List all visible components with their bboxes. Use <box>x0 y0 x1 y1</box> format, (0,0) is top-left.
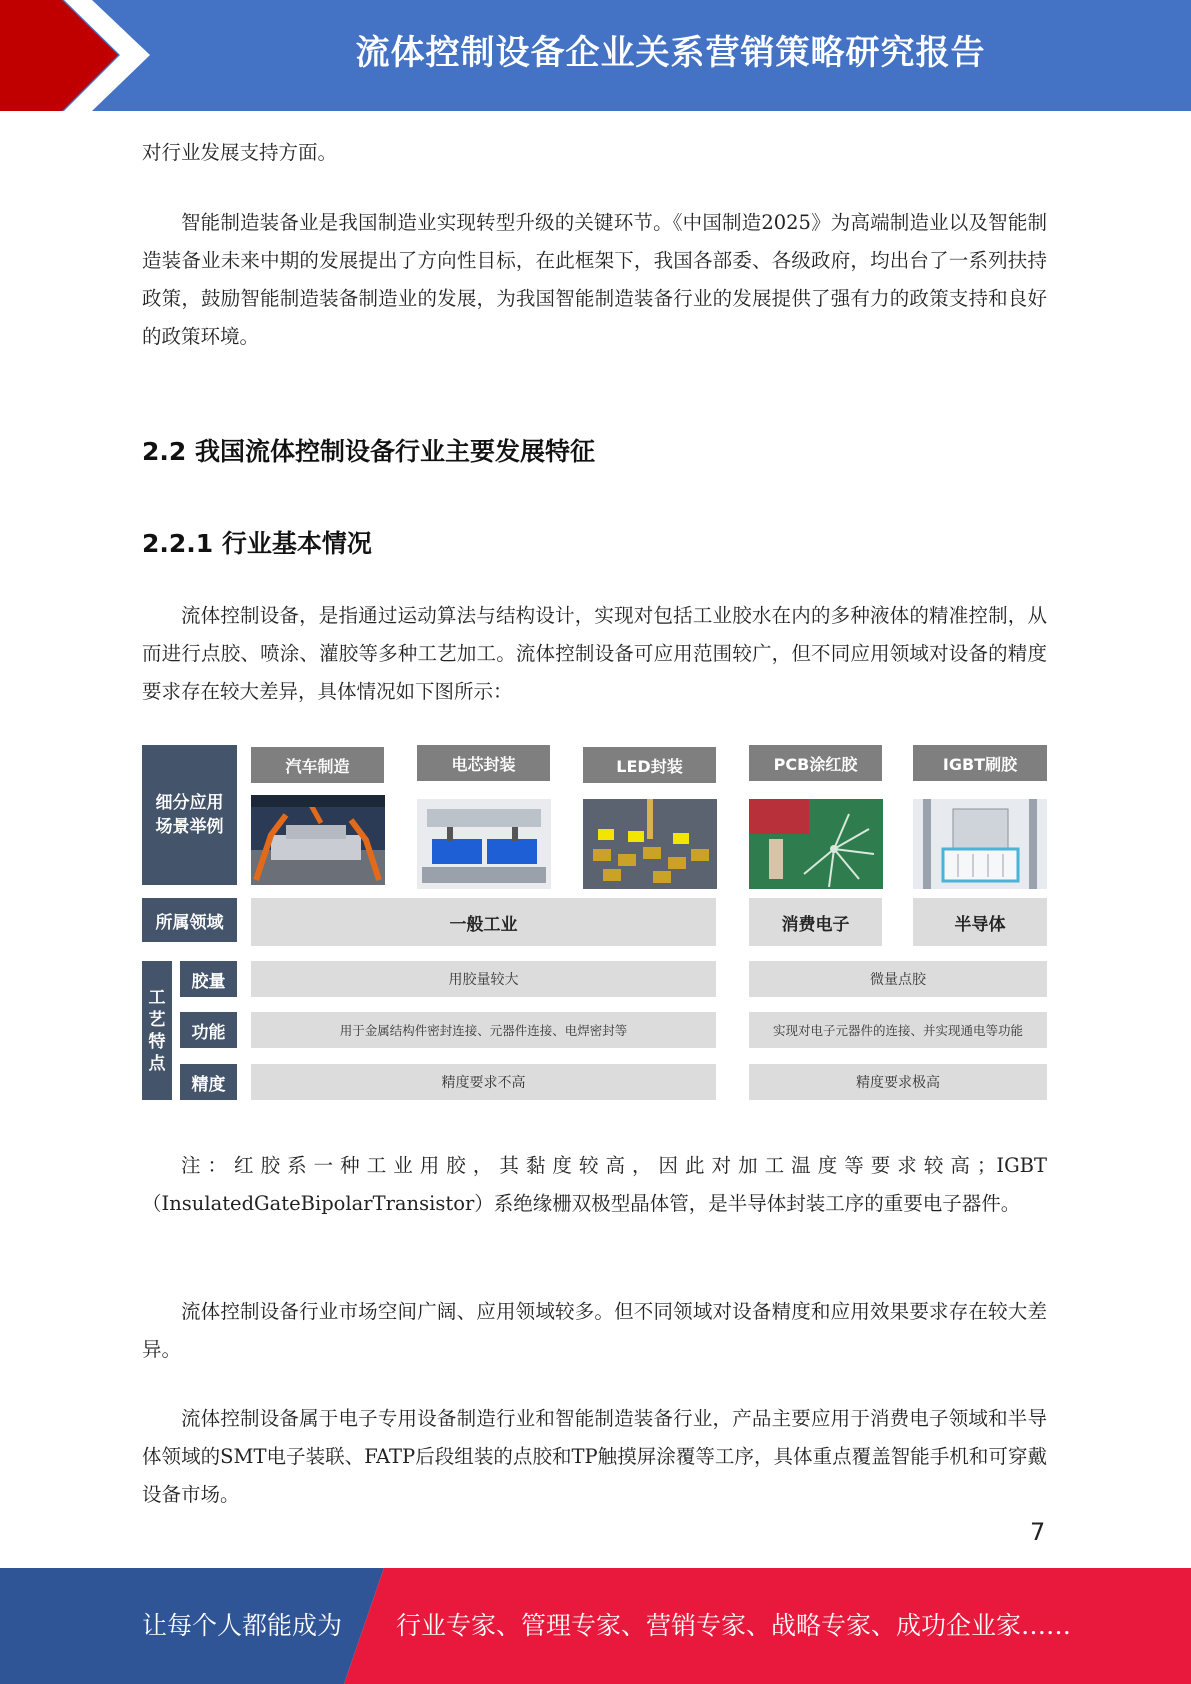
paragraph-market <box>142 1293 1047 1369</box>
application-scenario-figure <box>142 742 1048 1102</box>
paragraph-text: 智能制造装备业是我国制造业实现转型升级的关键环节。《中国制造2025》为高端制造业以及智能制造装备业未来中期的发展提出了方向性目标，在此框架下，我国各部委、各级政府，均出台了一系列扶持政策，鼓励智能制造装备制造业的发展，为我国智能制造装备行业的发展提供了强有力的政策支持和良好的政策环境。 <box>142 211 1047 348</box>
domain-semiconductor: 半导体 <box>913 898 1047 946</box>
function-electronics: 实现对电子元器件的连接、并实现通电等功能 <box>749 1012 1047 1048</box>
paragraph-text: 对行业发展支持方面。 <box>142 141 338 164</box>
domain-general-industry: 一般工业 <box>251 898 716 946</box>
paragraph-text: 注：红胶系一种工业用胶，其黏度较高，因此对加工温度等要求较高；IGBT（InsulatedGateBipolarTransistor）系绝缘栅双极型晶体管，是半导体封装工序的重要电子器件。 <box>142 1154 1047 1215</box>
page-number: 7 <box>1030 1518 1046 1546</box>
scenario-label-text: 细分应用场景举例 <box>155 793 224 837</box>
function-label: 功能 <box>180 1012 237 1048</box>
auto-manufacturing-photo <box>251 795 385 885</box>
footer-slogan-right: 行业专家、管理专家、营销专家、战略专家、成功企业家…… <box>396 1611 1072 1640</box>
page-footer <box>0 1568 1191 1684</box>
category-led-packaging: LED封装 <box>583 747 716 783</box>
function-general: 用于金属结构件密封连接、元器件连接、电焊密封等 <box>251 1012 716 1048</box>
section-heading-2-2: 2.2 我国流体控制设备行业主要发展特征 <box>142 437 595 466</box>
paragraph-text: 流体控制设备属于电子专用设备制造行业和智能制造装备行业，产品主要应用于消费电子领域和半导体领域的SMT电子装联、FATP后段组装的点胶和TP触摸屏涂覆等工序，具体重点覆盖智能手机和可穿戴设备市场。 <box>142 1407 1047 1506</box>
footer-slogan-left: 让每个人都能成为 <box>142 1611 343 1640</box>
glue-amount-electronics: 微量点胶 <box>749 961 1047 997</box>
paragraph-industry-classification <box>142 1400 1047 1514</box>
paragraph-text: 流体控制设备行业市场空间广阔、应用领域较多。但不同领域对设备精度和应用效果要求存在较大差异。 <box>142 1300 1047 1361</box>
scenario-label <box>142 745 237 885</box>
igbt-brush-glue-photo <box>913 799 1047 889</box>
category-pcb-red-glue: PCB涂红胶 <box>749 745 882 781</box>
precision-general: 精度要求不高 <box>251 1064 716 1100</box>
paragraph-smart-manufacturing <box>142 204 1047 356</box>
precision-label: 精度 <box>180 1064 237 1100</box>
led-packaging-photo <box>583 799 717 889</box>
pcb-red-glue-photo <box>749 799 883 889</box>
header-title: 流体控制设备企业关系营销策略研究报告 <box>355 33 986 73</box>
domain-consumer-electronics: 消费电子 <box>749 898 882 946</box>
precision-electronics: 精度要求极高 <box>749 1064 1047 1100</box>
paragraph-fluid-control-intro <box>142 597 1047 711</box>
category-igbt-brush-glue: IGBT刷胶 <box>913 745 1047 781</box>
paragraph-continuation <box>142 134 1047 172</box>
category-battery-packaging: 电芯封装 <box>417 745 550 781</box>
header-chevron-decoration <box>0 0 160 111</box>
domain-label: 所属领域 <box>142 898 237 942</box>
section-heading-2-2-1: 2.2.1 行业基本情况 <box>142 529 372 558</box>
process-label <box>142 961 172 1100</box>
paragraph-text: 流体控制设备，是指通过运动算法与结构设计，实现对包括工业胶水在内的多种液体的精准控制，从而进行点胶、喷涂、灌胶等多种工艺加工。流体控制设备可应用范围较广，但不同应用领域对设备的精度要求存在较大差异，具体情况如下图所示： <box>142 604 1047 703</box>
page-header <box>0 0 1191 111</box>
battery-packaging-photo <box>417 799 551 889</box>
glue-amount-label: 胶量 <box>180 961 237 997</box>
category-auto-manufacturing: 汽车制造 <box>251 747 384 783</box>
glue-amount-general: 用胶量较大 <box>251 961 716 997</box>
paragraph-note <box>142 1147 1047 1223</box>
process-label-text: 工艺特点 <box>148 987 166 1074</box>
